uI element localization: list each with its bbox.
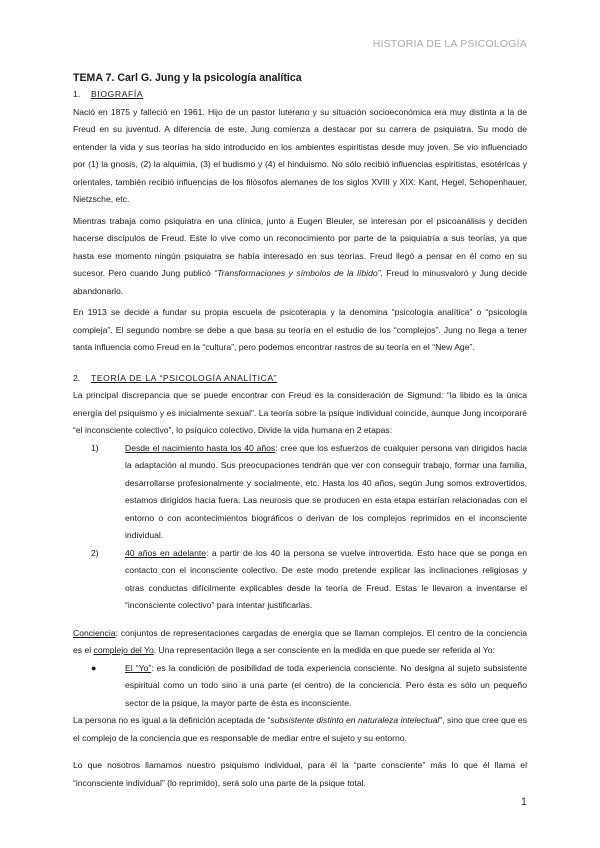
paragraph: La principal discrepancia que se puede encontrar con Freud es la consideración de Sigmund: “la libido es la única energía del psiquismo y es inicialmente sexual”. La teoría sobre la psique individual coincide, aunque Jung incorporaré “el inconsciente colectivo”, lo psíquico colectivo. Divide la vida humana en 2 etapas: — [73, 390, 527, 435]
term-conciencia: Conciencia — [73, 627, 116, 638]
section-number: 1. — [73, 89, 81, 99]
bullet-lead: El “Yo” — [125, 662, 152, 673]
list-item-text: : cree que los esfuerzos de cualquier persona van dirigidos hacia la adaptación al mundo. Sus preocupaciones tendrán que ver con conseguir trabajo, formar una familia, desarrollarse profesionalmente y socialmente, etc. Hasta los 40 años, según Jung somos extrovertidos, estamos dirigidos hacia fuera. Las neurosis que se producen en esta etapa estarían relacionadas con el entorno o con acontecimientos biográficos o derivan de los complejos reprimidos en el inconsciente individual. — [125, 442, 527, 540]
list-item-lead: 40 años en adelante — [125, 547, 207, 558]
list-item — [91, 440, 527, 545]
document-body — [73, 70, 527, 792]
section-heading-teoria — [73, 370, 527, 388]
paragraph: En 1913 se decide a fundar su propia escuela de psicoterapia y la denomina “psicología analítica” o “psicología compleja”. El segundo nombre se debe a que basa su teoría en el estudio de los “complejos”. Jung no llega a tener tanta influencia como Freud en la “cultura”, pero podemos encontrar rastros de su teoría en el “New Age”. — [73, 307, 527, 352]
paragraph: La persona no es igual a la definición aceptada de “subsistente distinto en naturaleza intelectual”, sino que cree que es el complejo de la conciencia que es responsable de mediar entre el sujeto y su entorno. — [73, 715, 528, 743]
book-title: “Transformaciones y símbolos de la líbido” — [214, 268, 381, 278]
list-item — [91, 545, 527, 615]
paragraph: Nació en 1875 y falleció en 1961. Hijo de un pastor luterano y su situación socioeconómica era muy distinta a la de Freud en su juventud. A diferencia de este, Jung comienza a destacar por su carrera de psiquiatra. Su modo de entender la vida y sus teorías ha sido introducido en los ambientes espiritistas desde muy joven. Se vio influenciado por (1) la gnosis, (2) la alquimia, (3) el budismo y (4) el hinduismo. No sólo recibió influencias espiritistas, esotéricas y orientales, también recibió influencias de los filósofos alemanes de los siglos XVIII y XIX: Kant, Hegel, Schopenhauer, Nietzsche, etc. — [73, 106, 527, 204]
bullet-item — [91, 660, 527, 713]
bullet-text: : es la condición de posibilidad de toda experiencia consciente. No designa al sujeto subsistente espiritual como un todo sino a una parte (el centro) de la conciencia. Pero ésta es sólo un pequeño sector de la psique, la mayor parte de ésta es inconsciente. — [125, 662, 527, 708]
paragraph-conciencia: Conciencia: conjuntos de representaciones cargadas de energía que se llaman complejos. El centro de la conciencia es el complejo del Yo. Una representación llega a ser consciente en la medida en que puede ser referida al Yo: — [73, 627, 527, 655]
section-number: 2. — [73, 372, 81, 383]
paragraph: Mientras trabaja como psiquiatra en una clínica, junto a Eugen Bleuler, se interesan por el psicoanálisis y deciden hacerse discípulos de Freud. Este lo vive como un reconocimiento por parte de la psiquiatría a sus teorías, ya que hasta ese momento ningún psiquiatra se había interesado en sus teorías. Freud llegó a pensar en él como en su sucesor. Pero cuando Jung publicó “Transformaciones y símbolos de la líbido”, Freud lo minusvaloró y Jung decide abandonarlo. — [73, 215, 527, 296]
paragraph: Lo que nosotros llamamos nuestro psiquismo individual, para él la “parte consciente” más lo que él llama el “inconsciente individual” (lo reprimido), será solo una parte de la psique total. — [73, 760, 527, 788]
list-item-text: : a partir de los 40 la persona se vuelve introvertida. Esto hace que se ponga en contacto con el inconsciente colectivo. De este modo pretende explicar las inclinaciones religiosas y otras conductas difícilmente explicables desde la teoría de Freud. Estas le llevaron a inventarse el “inconsciente colectivo” para intentar justificarlas. — [125, 547, 527, 610]
term-complejo-yo: complejo del Yo — [93, 645, 154, 655]
list-item-lead: Desde el nacimiento hasta los 40 años — [125, 442, 276, 453]
running-header: HISTORIA DE LA PSICOLOGÍA — [372, 38, 527, 50]
section-heading-text: TEORÍA DE LA “PSICOLOGÍA ANALÍTICA” — [91, 372, 278, 383]
document-title: TEMA 7. Carl G. Jung y la psicología analítica — [73, 72, 302, 84]
definition-quote: subsistente distinto en naturaleza intelectual — [270, 715, 440, 725]
bullet-icon: ● — [91, 662, 97, 673]
page-number: 1 — [520, 796, 527, 808]
list-marker: 2) — [91, 547, 99, 558]
list-marker: 1) — [91, 442, 99, 453]
numbered-list — [73, 440, 527, 615]
section-heading-text: BIOGRAFÍA — [91, 89, 144, 99]
section-heading-biografia — [73, 86, 527, 104]
